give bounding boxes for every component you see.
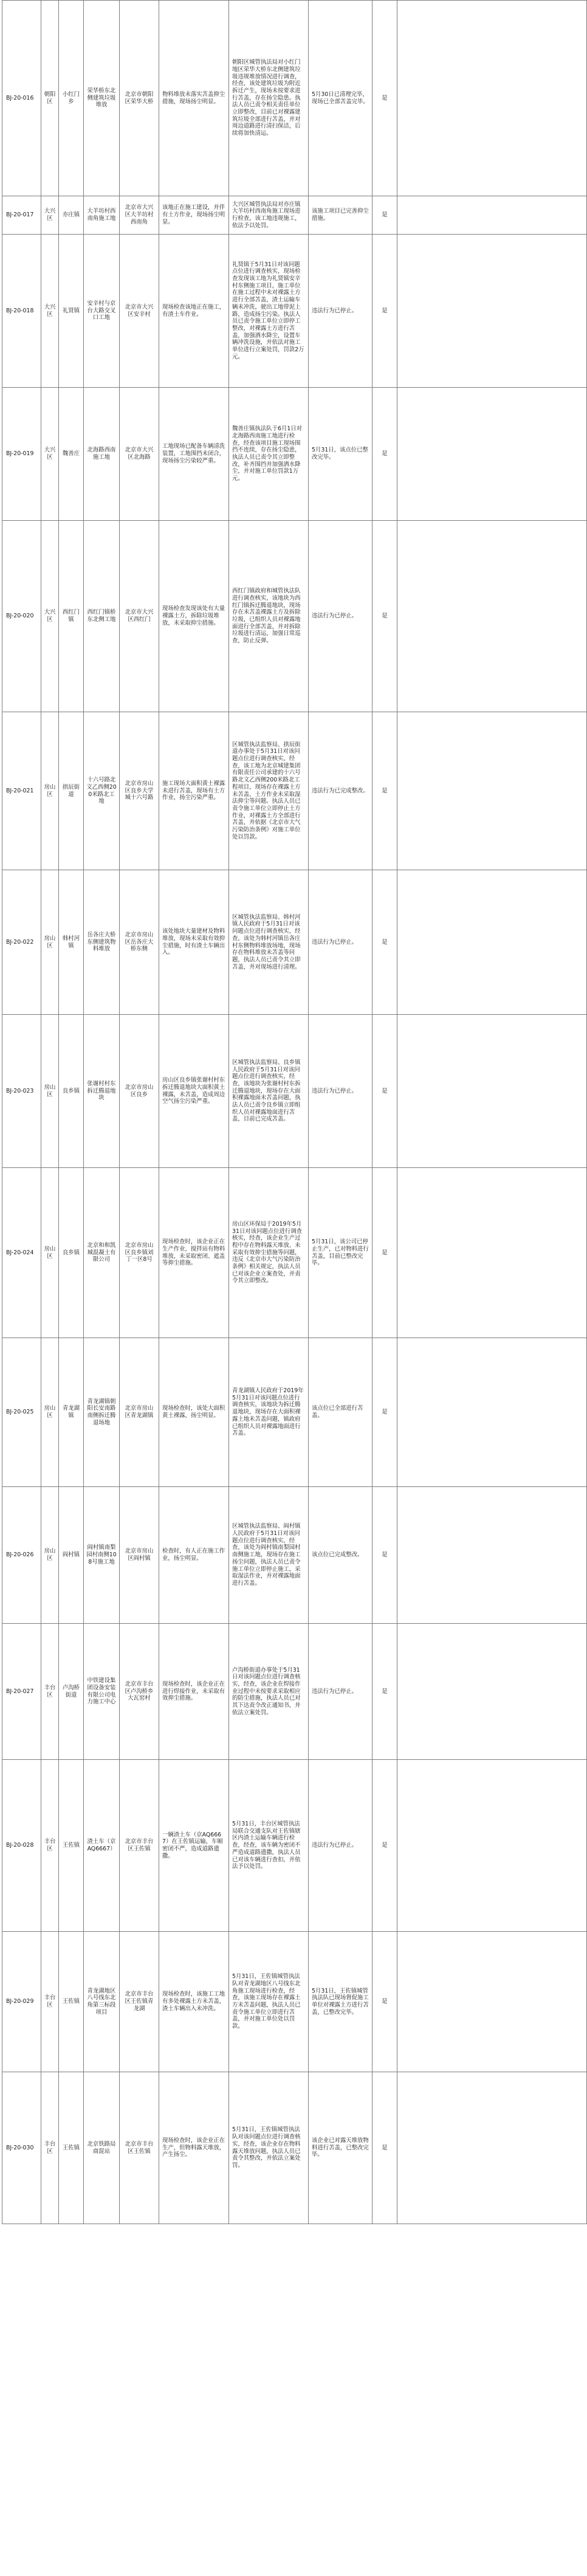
row-problem: 物料堆放未落实苫盖抑尘措施，现场扬尘明显。 [159,1,229,196]
table-row [2,870,587,1015]
row-number: BJ-20-022 [2,870,41,1015]
row-investigation: 房山区环保局于2019年5月31日对该问题点位进行调查核实，经查，该企业生产过程中存在物料露天堆放、未采取有效抑尘措施等问题，违反《北京市大气污染防治条例》相关规定，执法人员已对该企业立案查处，并责令其立即整改。 [229,1168,309,1338]
row-location: 北京市大兴区西红门 [120,521,159,712]
row-district: 房山区 [41,1487,59,1624]
row-street: 王佐镇 [59,1760,84,1932]
row-rectification: 该点位已完成整改。 [309,1487,372,1624]
row-rectification: 5月31日，该公司已停止生产，已对物料进行苫盖，目前已整改完毕。 [309,1168,372,1338]
row-problem: 工地现场已配备车辆清洗装置，工地围挡未闭合，现场扬尘污染较严重。 [159,388,229,521]
table-row [2,1015,587,1168]
row-done-flag: 是 [372,1760,397,1932]
row-rectification: 违法行为已停止。 [309,235,372,388]
row-investigation: 区城管执法监察局、韩村河镇人民政府于5月31日对该问题点位进行调查核实，经查，该处为韩村河镇岳各庄村东侧物料堆放场地，现场存在物料堆放未苫盖等问题，执法人员已责令其立即苫盖，并对现场进行清理。 [229,870,309,1015]
row-rectification: 违法行为已停止。 [309,1760,372,1932]
table-row [2,712,587,870]
row-district: 大兴区 [41,388,59,521]
row-location: 北京市大兴区安辛村 [120,235,159,388]
row-district: 丰台区 [41,1760,59,1932]
row-empty-cell [397,388,587,521]
row-location: 北京市房山区阎村镇 [120,1487,159,1624]
row-location: 北京市房山区良乡 [120,1015,159,1168]
row-district: 房山区 [41,1338,59,1487]
row-problem: 该处地块大量建材及物料堆放，现场未采取有效抑尘措施，时有渣土车辆出入。 [159,870,229,1015]
report-sheet [2,0,587,2224]
row-rectification: 该点位已全部进行苫盖。 [309,1338,372,1487]
row-project: 阎村镇南梨园村南侧108号施工地 [84,1487,120,1624]
row-location: 北京市房山区良乡镇刘丁一区8号 [120,1168,159,1338]
inspection-table [2,0,587,2224]
row-street: 西红门镇 [59,521,84,712]
row-empty-cell [397,521,587,712]
row-district: 丰台区 [41,1624,59,1760]
row-location: 北京市房山区良乡大学城十六号路 [120,712,159,870]
row-project: 青龙湖地区八号线东北角第三标段项目 [84,1932,120,2072]
row-empty-cell [397,870,587,1015]
row-done-flag: 是 [372,1932,397,2072]
row-investigation: 西红门镇政府和城管执法队进行调查核实，该地块为西红门镇拆迁腾退地块，现场存在未苫盖裸露土方及拆除垃圾，已组织人员对裸露地面进行全部苫盖，并对拆除垃圾进行清运，加强日常巡查，防止反弹。 [229,521,309,712]
row-done-flag: 是 [372,1168,397,1338]
table-row [2,1338,587,1487]
row-investigation: 礼贤镇于5月31日对该问题点位进行调查核实，现场检查发现该工地为礼贤镇安辛村东侧施工项目，施工单位在施工过程中未对裸露土方进行全部苫盖，渣土运输车辆未冲洗，驶出工地带泥上路，造成扬尘污染。执法人员已责令施工单位立即停工整改，对裸露土方进行苫盖，加强洒水降尘，设置车辆冲洗设施，并依法对施工单位进行立案处罚，罚款2万元。 [229,235,309,388]
row-rectification: 该企业已对露天堆放物料进行苫盖，已整改完毕。 [309,2072,372,2224]
row-investigation: 区城管执法监察局、拱辰街道办事处于5月31日对该问题点位进行调查核实，经查，该工地为北京城建集团有限责任公司承建的十六号路北文乙西侧200米路北工程项目，现场存在裸露土方未苫盖、土方作业未采取湿法抑尘等问题。执法人员已责令施工单位立即停止土方作业，对裸露土方全部进行苫盖，并依据《北京市大气污染防治条例》对施工单位处以罚款。 [229,712,309,870]
row-rectification: 5月31日，该点位已整改完毕。 [309,388,372,521]
table-row [2,521,587,712]
row-investigation: 魏善庄镇执法队于6月1日对北海路西南施工地进行检查，经查该项目施工现场围挡不连续，存在扬尘隐患，执法人员已责令其立即整改，补齐围挡并加强洒水降尘，并对施工单位罚款1万元。 [229,388,309,521]
row-district: 房山区 [41,870,59,1015]
row-investigation: 朝阳区城管执法局对小红门地区荣华大桥东北侧建筑垃圾违规堆放情况进行调查，经查，该处建筑垃圾为附近拆迁产生，现场未按要求进行苫盖，存在扬尘隐患。执法人员已责令相关责任单位立即整改，目前已对裸露建筑垃圾全部进行苫盖，并对周边道路进行清扫保洁，后续将加快清运。 [229,1,309,196]
row-investigation: 区城管执法监察局、阎村镇人民政府于5月31日对该问题点位进行调查核实，经查，该处为阎村镇南梨园村南侧施工地，现场存在施工扬尘问题，执法人员已责令施工单位立即停止施工，采取湿法作业，并对裸露地面进行苫盖。 [229,1487,309,1624]
row-number: BJ-20-019 [2,388,41,521]
row-investigation: 区城管执法监察局、良乡镇人民政府于5月31日对该问题点位进行调查核实，经查，该地块为张谢村村东拆迁腾退地块，现场存在大面积裸露地面未苫盖问题，执法人员已责令良乡镇立即组织人员对裸露地面进行苫盖，目前已完成苫盖。 [229,1015,309,1168]
row-location: 北京市房山区岳各庄大桥东侧 [120,870,159,1015]
row-street: 阎村镇 [59,1487,84,1624]
row-location: 北京市房山区青龙湖镇 [120,1338,159,1487]
row-project: 十六号路北文乙西侧200米路北工地 [84,712,120,870]
row-street: 礼贤镇 [59,235,84,388]
row-done-flag: 是 [372,235,397,388]
row-empty-cell [397,1015,587,1168]
row-investigation: 5月31日，丰台区城管执法局联合交通支队对王佐镇辖区内渣土运输车辆进行检查，经查，该车辆为密闭不严造成道路遗撒，执法人员已对该车辆进行查扣，并依法予以处罚。 [229,1760,309,1932]
row-street: 良乡镇 [59,1168,84,1338]
table-row [2,235,587,388]
row-number: BJ-20-016 [2,1,41,196]
row-number: BJ-20-028 [2,1760,41,1932]
row-rectification: 违法行为已停止。 [309,521,372,712]
row-project: 大羊坊村西南角施工地 [84,196,120,235]
row-done-flag: 是 [372,196,397,235]
row-investigation: 5月31日，王佐镇城管执法队对该问题点位进行调查核实，经查，该企业存在物料露天堆放问题，执法人员已责令其整改，并依法立案处罚。 [229,2072,309,2224]
row-district: 房山区 [41,1168,59,1338]
row-location: 北京市丰台区王佐镇 [120,1760,159,1932]
row-problem: 该地正在施工建设，并伴有土方作业，现场扬尘明显。 [159,196,229,235]
row-number: BJ-20-021 [2,712,41,870]
table-row [2,1760,587,1932]
row-rectification: 违法行为已停止。 [309,1015,372,1168]
row-number: BJ-20-018 [2,235,41,388]
row-empty-cell [397,1760,587,1932]
row-done-flag: 是 [372,521,397,712]
row-number: BJ-20-029 [2,1932,41,2072]
row-street: 青龙湖镇 [59,1338,84,1487]
row-number: BJ-20-027 [2,1624,41,1760]
row-problem: 现场检查时，该企业正在生产，但物料露天堆放，产生扬尘。 [159,2072,229,2224]
row-empty-cell [397,1,587,196]
row-district: 房山区 [41,712,59,870]
row-street: 小红门乡 [59,1,84,196]
table-row [2,388,587,521]
row-street: 亦庄镇 [59,196,84,235]
row-problem: 一辆渣土车（京AQ6667）在王佐镇运输，车厢密闭不严，造成道路遗撒。 [159,1760,229,1932]
row-empty-cell [397,1932,587,2072]
row-done-flag: 是 [372,388,397,521]
row-street: 韩村河镇 [59,870,84,1015]
row-project: 北京和和凯城混凝土有限公司 [84,1168,120,1338]
row-number: BJ-20-025 [2,1338,41,1487]
row-investigation: 青龙湖镇人民政府于2019年5月31日对该问题点位进行调查核实，该地块为拆迁腾退地块，现场存在大面积裸露土地未苫盖问题，镇政府已组织人员对裸露地面进行苫盖。 [229,1338,309,1487]
row-location: 北京市大兴区北海路 [120,388,159,521]
row-district: 朝阳区 [41,1,59,196]
row-investigation: 5月31日，王佐镇城管执法队对青龙湖地区八号线东北角施工现场进行检查，经查，该施工现场存在裸露土方未苫盖问题，执法人员已责令施工单位立即进行苫盖，并对施工单位处以罚款。 [229,1932,309,2072]
row-empty-cell [397,1624,587,1760]
row-location: 北京市丰台区王佐镇 [120,2072,159,2224]
table-row [2,2072,587,2224]
row-problem: 现场检查时，该企业正在进行焊接作业，未采取有效抑尘措施。 [159,1624,229,1760]
row-empty-cell [397,1338,587,1487]
row-empty-cell [397,196,587,235]
row-district: 房山区 [41,1015,59,1168]
table-row [2,196,587,235]
row-location: 北京市丰台区王佐镇青龙湖 [120,1932,159,2072]
row-location: 北京市大兴区大羊坊村西南角 [120,196,159,235]
row-rectification: 违法行为已停止。 [309,870,372,1015]
row-done-flag: 是 [372,870,397,1015]
row-number: BJ-20-026 [2,1487,41,1624]
row-rectification: 违法行为已停止。 [309,1624,372,1760]
row-empty-cell [397,2072,587,2224]
table-row [2,1624,587,1760]
row-done-flag: 是 [372,1015,397,1168]
row-problem: 现场检查时，该施工工地有多处裸露土方未苫盖，渣土车辆出入未冲洗。 [159,1932,229,2072]
row-street: 魏善庄 [59,388,84,521]
row-rectification: 5月31日，王佐镇城管执法队已现场督促施工单位对裸露土方进行苫盖，已整改完毕。 [309,1932,372,2072]
row-done-flag: 是 [372,712,397,870]
row-street: 良乡镇 [59,1015,84,1168]
row-street: 卢沟桥街道 [59,1624,84,1760]
row-district: 大兴区 [41,235,59,388]
row-project: 青龙湖镇朝阳长安南路南侧拆迁腾退场地 [84,1338,120,1487]
row-rectification: 5月30日已清理完毕，现场已全部苫盖完毕。 [309,1,372,196]
row-district: 大兴区 [41,196,59,235]
row-project: 安辛村与京台大路交叉口工地 [84,235,120,388]
row-district: 大兴区 [41,521,59,712]
row-rectification: 该施工项目已完善抑尘措施。 [309,196,372,235]
row-district: 丰台区 [41,2072,59,2224]
row-empty-cell [397,712,587,870]
row-project: 中铁建设集团设备安装有限公司电力施工中心 [84,1624,120,1760]
row-problem: 现场检查时，该处大面积黄土裸露，扬尘明显。 [159,1338,229,1487]
row-problem: 现场检查时，该企业正在生产作业，搅拌站有物料堆放，未采取密闭、遮盖等抑尘措施。 [159,1168,229,1338]
row-done-flag: 是 [372,1487,397,1624]
row-project: 渣土车（京AQ6667） [84,1760,120,1932]
row-empty-cell [397,1168,587,1338]
row-empty-cell [397,235,587,388]
row-done-flag: 是 [372,1624,397,1760]
row-done-flag: 是 [372,2072,397,2224]
row-number: BJ-20-023 [2,1015,41,1168]
row-investigation: 卢沟桥街道办事处于5月31日对该问题点位进行调查核实，经查，该企业在焊接作业过程中未按要求采取相应的防尘措施，执法人员已对其下达责令改正通知书，并依法立案处罚。 [229,1624,309,1760]
row-investigation: 大兴区城管执法局对亦庄镇大羊坊村西南角施工现场进行检查，该工地违规施工，依法予以处罚。 [229,196,309,235]
row-number: BJ-20-020 [2,521,41,712]
row-number: BJ-20-024 [2,1168,41,1338]
row-project: 北海路西南施工地 [84,388,120,521]
row-number: BJ-20-030 [2,2072,41,2224]
row-district: 丰台区 [41,1932,59,2072]
row-location: 北京市朝阳区荣华大桥 [120,1,159,196]
row-empty-cell [397,1487,587,1624]
row-location: 北京市丰台区卢沟桥乡大瓦窑村 [120,1624,159,1760]
row-project: 北京铁路局商混站 [84,2072,120,2224]
row-done-flag: 是 [372,1,397,196]
row-street: 王佐镇 [59,1932,84,2072]
row-street: 拱辰街道 [59,712,84,870]
row-done-flag: 是 [372,1338,397,1487]
row-problem: 现场检查发现该处有大量裸露土方，拆除垃圾堆放，未采取抑尘措施。 [159,521,229,712]
row-problem: 检查时，有人正在施工作业，扬尘明显。 [159,1487,229,1624]
table-row [2,1168,587,1338]
row-number: BJ-20-017 [2,196,41,235]
row-project: 荣华桥东北侧建筑垃圾堆放 [84,1,120,196]
row-project: 西红门镇桥东北侧工地 [84,521,120,712]
row-problem: 现场检查该地正在施工，有渣土车作业。 [159,235,229,388]
row-problem: 施工现场大面积黄土裸露未进行苫盖，现场有土方作业，扬尘污染严重。 [159,712,229,870]
row-problem: 房山区良乡镇张谢村村东拆迁腾退地块大面积黄土裸露，未苫盖，造成周边空气扬尘污染严重。 [159,1015,229,1168]
table-row [2,1932,587,2072]
table-row [2,1487,587,1624]
row-project: 张谢村村东拆迁腾退地块 [84,1015,120,1168]
table-row [2,1,587,196]
row-rectification: 违法行为已完成整改。 [309,712,372,870]
row-street: 王佐镇 [59,2072,84,2224]
row-project: 岳各庄大桥东侧建筑物料堆放 [84,870,120,1015]
